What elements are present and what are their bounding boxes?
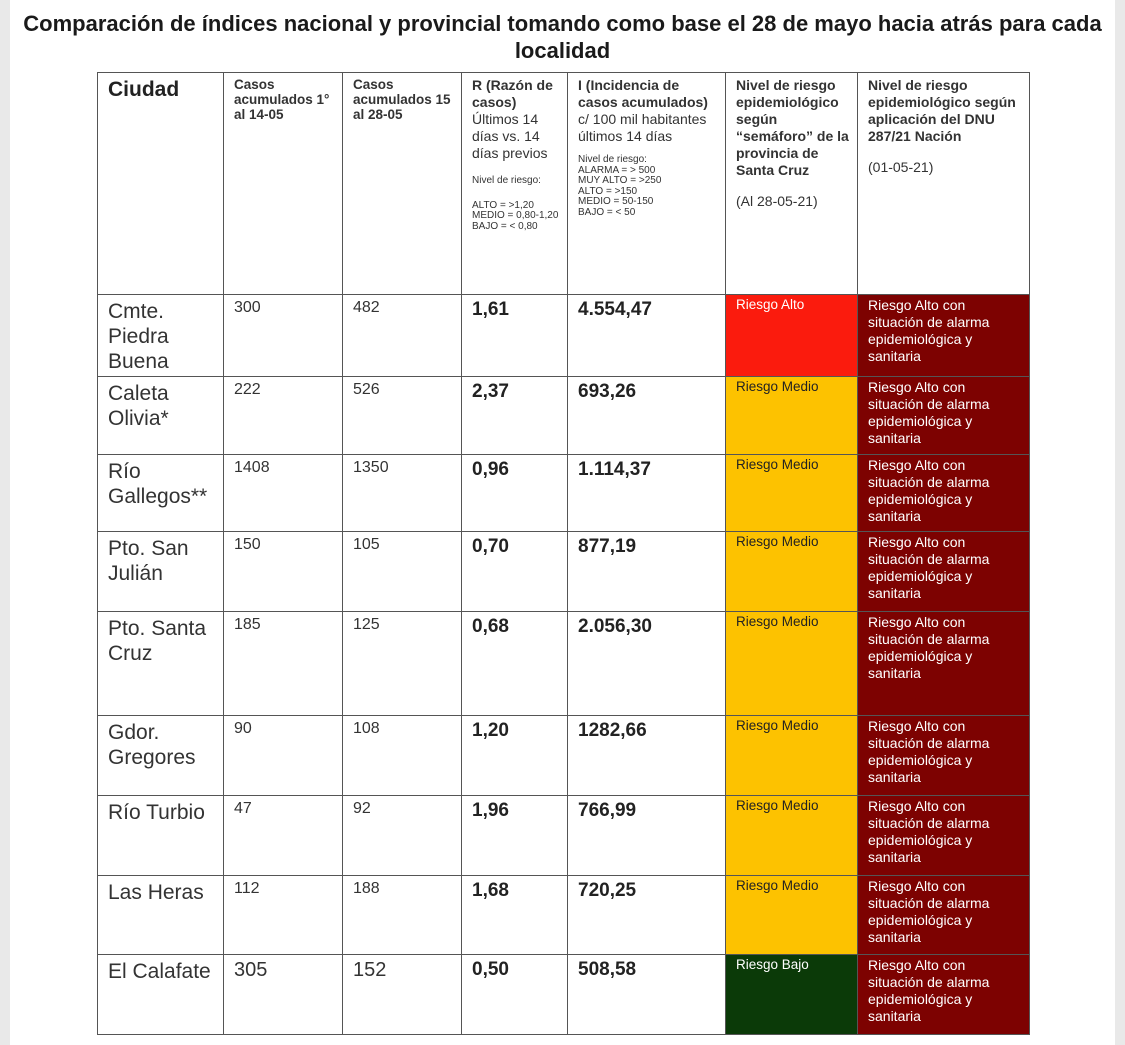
header-prov-date: (Al 28-05-21) (736, 193, 818, 209)
city-cell: Las Heras (98, 876, 224, 955)
cases-first-cell: 185 (224, 612, 343, 716)
city-cell: El Calafate (98, 955, 224, 1035)
table-row (98, 716, 1030, 796)
document-page (10, 0, 1115, 1045)
risk-level-line: BAJO = < 50 (578, 206, 636, 218)
city-cell: Cmte. Piedra Buena (98, 295, 224, 377)
incidence-cell: 720,25 (568, 876, 726, 955)
national-risk-cell: Riesgo Alto con situación de alarma epidemiológica y sanitaria (858, 532, 1030, 612)
city-cell: Caleta Olivia* (98, 377, 224, 455)
header-prov-title: Nivel de riesgo epidemiológico según “semáforo” de la provincia de Santa Cruz (736, 77, 849, 178)
national-risk-cell: Riesgo Alto con situación de alarma epidemiológica y sanitaria (858, 796, 1030, 876)
header-i-risk-label: Nivel de riesgo: (578, 154, 647, 165)
table-row (98, 532, 1030, 612)
r-ratio-cell: 0,96 (462, 455, 568, 532)
risk-level-line: ALTO = >1,20 (472, 199, 534, 211)
header-r-subtitle: Últimos 14 días vs. 14 días previos (472, 111, 548, 161)
header-nation-date: (01-05-21) (868, 159, 934, 175)
cases-second-cell: 1350 (343, 455, 462, 532)
cases-second-cell: 152 (343, 955, 462, 1035)
incidence-cell: 1282,66 (568, 716, 726, 796)
header-r-ratio (462, 73, 568, 295)
risk-level-line: ALARMA = > 500 (578, 164, 656, 176)
cases-first-cell: 222 (224, 377, 343, 455)
incidence-cell: 2.056,30 (568, 612, 726, 716)
risk-level-line: MEDIO = 50-150 (578, 196, 654, 207)
header-i-levels (578, 166, 717, 219)
table-row (98, 295, 1030, 377)
risk-level-line: ALTO = >150 (578, 185, 638, 197)
risk-level-line: MUY ALTO = >250 (578, 175, 662, 186)
r-ratio-cell: 1,61 (462, 295, 568, 377)
cases-second-cell: 482 (343, 295, 462, 377)
header-row (98, 73, 1030, 295)
provincial-risk-cell: Riesgo Alto (726, 295, 858, 377)
cases-first-cell: 1408 (224, 455, 343, 532)
r-ratio-cell: 1,20 (462, 716, 568, 796)
header-national-risk (858, 73, 1030, 295)
header-r-title: R (Razón de casos) (472, 77, 553, 110)
city-cell: Gdor. Gregores (98, 716, 224, 796)
header-r-levels (472, 201, 559, 233)
provincial-risk-cell: Riesgo Bajo (726, 955, 858, 1035)
cases-second-cell: 105 (343, 532, 462, 612)
table-row (98, 876, 1030, 955)
incidence-cell: 1.114,37 (568, 455, 726, 532)
cases-first-cell: 305 (224, 955, 343, 1035)
cases-first-cell: 47 (224, 796, 343, 876)
table-row (98, 377, 1030, 455)
national-risk-cell: Riesgo Alto con situación de alarma epidemiológica y sanitaria (858, 377, 1030, 455)
table-row (98, 796, 1030, 876)
header-city: Ciudad (98, 73, 224, 295)
r-ratio-cell: 1,96 (462, 796, 568, 876)
provincial-risk-cell: Riesgo Medio (726, 455, 858, 532)
r-ratio-cell: 0,50 (462, 955, 568, 1035)
risk-level-line: MEDIO = 0,80-1,20 (472, 210, 559, 221)
header-i-title: I (Incidencia de casos acumulados) (578, 77, 708, 110)
cases-first-cell: 300 (224, 295, 343, 377)
national-risk-cell: Riesgo Alto con situación de alarma epidemiológica y sanitaria (858, 955, 1030, 1035)
city-cell: Pto. San Julián (98, 532, 224, 612)
r-ratio-cell: 0,70 (462, 532, 568, 612)
cases-first-cell: 150 (224, 532, 343, 612)
risk-level-line: BAJO = < 0,80 (472, 220, 538, 232)
risk-comparison-table (97, 72, 1030, 1035)
national-risk-cell: Riesgo Alto con situación de alarma epidemiológica y sanitaria (858, 876, 1030, 955)
header-i-subtitle: c/ 100 mil habitantes últimos 14 días (578, 111, 707, 144)
provincial-risk-cell: Riesgo Medio (726, 612, 858, 716)
cases-first-cell: 112 (224, 876, 343, 955)
national-risk-cell: Riesgo Alto con situación de alarma epidemiológica y sanitaria (858, 612, 1030, 716)
table-row (98, 955, 1030, 1035)
r-ratio-cell: 2,37 (462, 377, 568, 455)
national-risk-cell: Riesgo Alto con situación de alarma epidemiológica y sanitaria (858, 295, 1030, 377)
table-row (98, 455, 1030, 532)
city-cell: Río Gallegos** (98, 455, 224, 532)
header-provincial-risk (726, 73, 858, 295)
header-cases-second-period: Casos acumulados 15 al 28-05 (343, 73, 462, 295)
incidence-cell: 693,26 (568, 377, 726, 455)
cases-second-cell: 526 (343, 377, 462, 455)
header-incidence (568, 73, 726, 295)
provincial-risk-cell: Riesgo Medio (726, 532, 858, 612)
table-body (98, 295, 1030, 1035)
cases-second-cell: 92 (343, 796, 462, 876)
cases-second-cell: 188 (343, 876, 462, 955)
header-nation-title: Nivel de riesgo epidemiológico según aplicación del DNU 287/21 Nación (868, 77, 1016, 144)
r-ratio-cell: 0,68 (462, 612, 568, 716)
national-risk-cell: Riesgo Alto con situación de alarma epidemiológica y sanitaria (858, 455, 1030, 532)
city-cell: Río Turbio (98, 796, 224, 876)
national-risk-cell: Riesgo Alto con situación de alarma epidemiológica y sanitaria (858, 716, 1030, 796)
r-ratio-cell: 1,68 (462, 876, 568, 955)
header-r-risk-label: Nivel de riesgo: (472, 175, 541, 186)
provincial-risk-cell: Riesgo Medio (726, 876, 858, 955)
cases-second-cell: 108 (343, 716, 462, 796)
header-cases-first-period: Casos acumulados 1° al 14-05 (224, 73, 343, 295)
provincial-risk-cell: Riesgo Medio (726, 716, 858, 796)
cases-second-cell: 125 (343, 612, 462, 716)
incidence-cell: 508,58 (568, 955, 726, 1035)
incidence-cell: 4.554,47 (568, 295, 726, 377)
city-cell: Pto. Santa Cruz (98, 612, 224, 716)
incidence-cell: 877,19 (568, 532, 726, 612)
table-row (98, 612, 1030, 716)
incidence-cell: 766,99 (568, 796, 726, 876)
cases-first-cell: 90 (224, 716, 343, 796)
provincial-risk-cell: Riesgo Medio (726, 796, 858, 876)
provincial-risk-cell: Riesgo Medio (726, 377, 858, 455)
document-title: Comparación de índices nacional y provincial tomando como base el 28 de mayo hacia atrás para cada localidad (23, 11, 1102, 63)
